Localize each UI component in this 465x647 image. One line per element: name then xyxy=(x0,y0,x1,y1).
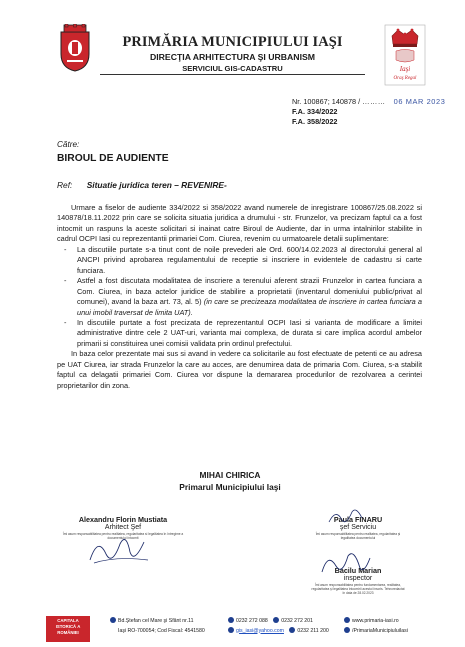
logo-line-2: Oraş Regal xyxy=(393,76,417,81)
logo-line-1: Iaşi xyxy=(399,65,411,73)
phone-1: 0232 272 088 xyxy=(236,618,268,624)
footer-address xyxy=(110,617,205,636)
list-item: - In discutiile purtate a fost precizata de reprezentantul OCPI Iasi si varianta de modificare a limitei administrative dintre cele 2 UAT-uri, varianta mai complexa, de durata si care implica acordul ambelor primarii si constituirea unei comisii validata prin ordinul prefectului. xyxy=(57,318,422,349)
author-note: Îmi asum responsabilitatea pentru fundamentarea, realitatea, regularitatea şi legalitatea întocmirii acestui înscris. Tehnoredactat în data de 28.02.2023 xyxy=(311,583,405,595)
fax-number: 0232 211 200 xyxy=(297,627,329,634)
footer-web xyxy=(344,617,408,636)
chief-note: Îmi asum responsabilitatea pentru realitatea, regularitatea şi legalitatea documentului xyxy=(315,532,401,540)
mayor-title: Primarul Municipiului Iaşi xyxy=(179,481,281,492)
iasi-coat-of-arms-icon xyxy=(58,24,92,72)
capital-badge: CAPITALA ISTORICĂ A ROMÂNIEI xyxy=(46,616,90,642)
reference-line xyxy=(57,180,227,190)
letterhead xyxy=(100,35,365,73)
closing-paragraph: In baza celor prezentate mai sus si avand in vedere ca solicitarile au fost efectuate de petenti ce au adresa pe UAT Ciurea, iar strada Frunzelor la care au acces, are denumirea data de primaria Com. Ciurea, s-a stabilit faptul ca delagatii primariei Com. Ciurea vor dispune la demararea procedurilor de rezolvarea a cerintei proprietarilor din zona. xyxy=(57,349,422,390)
service-name: SERVICIUL GIS-CADASTRU xyxy=(182,64,283,74)
fa-reference-2: F.A. 358/2022 xyxy=(292,117,338,127)
mayor-signature-block xyxy=(150,470,310,493)
list-item: - Astfel a fost discutata modalitatea de inscriere a terenului aferent strazii Frunzelor in cartea funciara a Com. Ciurea, in baza actelor juridice de stabilire a proprietatii (inventarul domeniului public/privat al comunei), avand la baza art. 73, al. 5) (in care se precizeaza modalitatea de inscriere in cartea funciara a unui imobil traversat de limita UAT). xyxy=(57,276,422,318)
globe-icon xyxy=(344,617,350,623)
footer-contacts xyxy=(228,617,329,636)
facebook-icon xyxy=(344,627,350,633)
architect-title: Arhitect Şef xyxy=(104,524,142,531)
architect-note: Îmi asum responsabilitatea pentru realitatea, regularitatea si legalitatea în întregime a documentului întocmit xyxy=(62,532,184,540)
date-stamp: 06 MAR 2023 xyxy=(393,97,446,106)
phone-icon xyxy=(273,617,279,623)
chief-title: şef Serviciu xyxy=(339,524,377,531)
phone-icon xyxy=(228,617,234,623)
phone-2: 0232 272 201 xyxy=(281,618,313,624)
details-list xyxy=(57,245,422,350)
registration-number: Nr. 100867; 140878 / xyxy=(292,97,361,106)
registration-block xyxy=(292,97,445,128)
reference-subject: Situatie juridica teren – REVENIRE- xyxy=(86,180,227,190)
facebook-link[interactable]: /PrimariaMunicipiuluiIasi xyxy=(352,627,408,634)
recipient-name: BIROUL DE AUDIENTE xyxy=(57,153,169,164)
recipient-label: Către: xyxy=(57,140,80,149)
chief-name: Paula FINARU xyxy=(333,515,383,524)
email-link[interactable]: gis_iasi@yahoo.com xyxy=(236,627,284,634)
address-line-1: Bd.Ştefan cel Mare şi Sfânt nr.11 xyxy=(118,618,194,624)
author-title: inspector xyxy=(343,575,373,582)
author-signature-scribble xyxy=(318,548,374,578)
fax-icon xyxy=(289,627,295,633)
architect-signature-scribble xyxy=(86,530,156,570)
list-item: - La discutiile purtate s-a tinut cont de noile prevederi ale Ord. 600/14.02.2023 al directorului general al ANCPI privind aprobarea regulamentului de receptie si inscriere in evidentele de cadastru si carte funciara. xyxy=(57,245,422,276)
chief-signature-scribble xyxy=(326,506,366,528)
iasi-oras-regal-logo-icon xyxy=(384,24,426,86)
institution-title: PRIMĂRIA MUNICIPIULUI IAŞI xyxy=(122,34,343,50)
letter-body xyxy=(57,203,422,391)
intro-paragraph: Urmare a fiselor de audiente 334/2022 si 358/2022 avand numerele de inregistrare 100867/25.08.2022 si 140878/18.11.2022 prin care se solicita situatia juridica a drumului - str. Frunzelor, va precizam faptul ca a fost intocmit un raspuns la aceste solicitari si inainat catre Biroul de Audiente, dar in urma intalnirilor stabilite in cadrul OCPI Iasi cu reprezentantii primariei Com. Ciurea, revenim cu urmatoarele detalii suplimentare: xyxy=(57,203,422,244)
reference-label: Ref: xyxy=(57,180,73,190)
author-name: Bacilu Marian xyxy=(334,566,382,575)
fa-reference-1: F.A. 334/2022 xyxy=(292,107,338,117)
architect-name: Alexandru Florin Mustiata xyxy=(78,515,168,524)
location-icon xyxy=(110,617,116,623)
mayor-name: MIHAI CHIRICA xyxy=(199,470,261,480)
address-line-2: Iaşi RO-700054; Cod Fiscal: 4541580 xyxy=(118,627,205,634)
website-link[interactable]: www.primaria-iasi.ro xyxy=(352,618,399,624)
email-icon xyxy=(228,627,234,633)
registration-dots: ……… xyxy=(362,97,386,106)
header-divider xyxy=(100,74,365,75)
directorate-name: DIRECŢIA ARHITECTURA ŞI URBANISM xyxy=(149,52,316,63)
